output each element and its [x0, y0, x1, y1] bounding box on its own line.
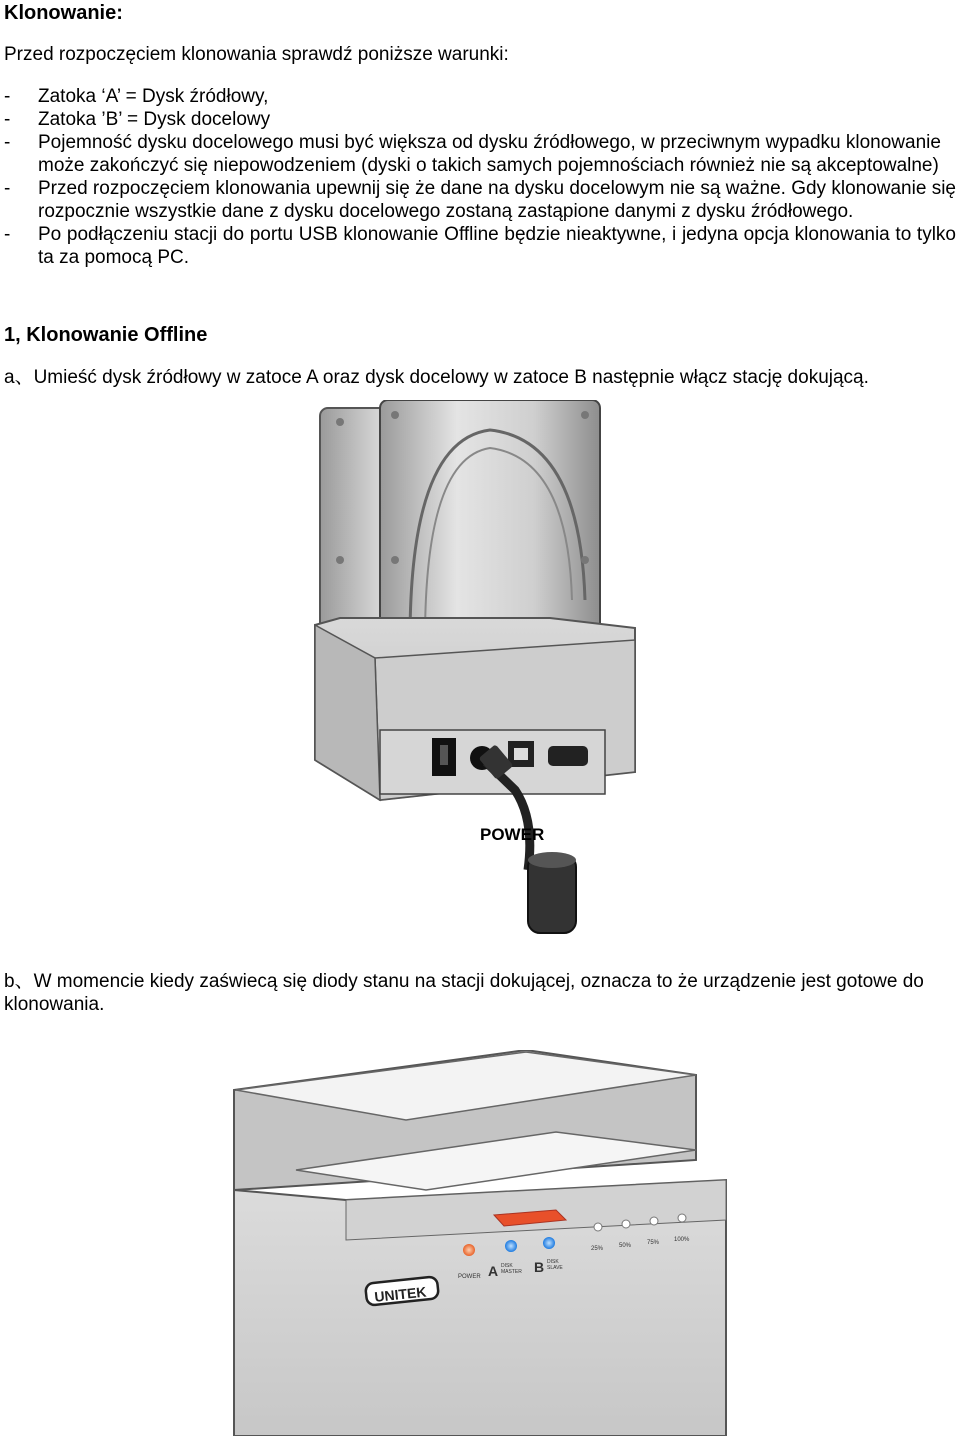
- progress-label: 50%: [619, 1243, 632, 1249]
- disk-a-caption: MASTER: [501, 1269, 522, 1275]
- page-heading: Klonowanie:: [4, 2, 123, 24]
- step-a-text: a、Umieść dysk źródłowy w zatoce A oraz dysk docelowy w zatoce B następnie włącz stację dokującą.: [4, 367, 869, 388]
- progress-label: 75%: [647, 1240, 660, 1246]
- list-item: - Zatoka ’B’ = Dysk docelowy: [4, 109, 271, 130]
- dock-top: [234, 1050, 696, 1190]
- conditions-list: [4, 85, 956, 269]
- progress-led-icon: [622, 1220, 630, 1228]
- list-item: - Zatoka ‘A’ = Dysk źródłowy,: [4, 86, 269, 107]
- disk-b-drive: [380, 400, 600, 645]
- power-adapter: [528, 852, 576, 933]
- power-led-icon: [463, 1244, 475, 1256]
- disk-b-letter: B: [534, 1259, 545, 1275]
- disk-a-led-icon: [505, 1240, 517, 1252]
- intro-text: Przed rozpoczęciem klonowania sprawdź poniższe warunki:: [4, 44, 509, 65]
- progress-label: 100%: [674, 1237, 690, 1243]
- list-marker: -: [4, 109, 11, 130]
- power-led-label: POWER: [458, 1274, 481, 1280]
- power-label: POWER: [480, 825, 545, 844]
- docking-station-front-figure: [226, 1050, 732, 1436]
- list-marker: -: [4, 178, 11, 199]
- docking-station-rear-figure: [300, 400, 650, 940]
- list-marker: -: [4, 86, 11, 107]
- progress-led-icon: [678, 1214, 686, 1222]
- disk-b-caption: DISK: [547, 1259, 559, 1265]
- esata-port: [548, 746, 588, 766]
- disk-a-caption: DISK: [501, 1263, 513, 1269]
- disk-b-caption: SLAVE: [547, 1265, 563, 1271]
- list-marker: -: [4, 132, 11, 153]
- progress-led-icon: [650, 1217, 658, 1225]
- disk-b-led-icon: [543, 1237, 555, 1249]
- dock-body: [315, 618, 635, 800]
- progress-label: 25%: [591, 1246, 604, 1252]
- step-b-text: b、W momencie kiedy zaświecą się diody stanu na stacji dokującej, oznacza to że urządzenie jest gotowe do klonowania.: [4, 971, 924, 1015]
- disk-a-letter: A: [488, 1263, 499, 1279]
- section-title: 1, Klonowanie Offline: [4, 324, 208, 346]
- list-marker: -: [4, 224, 11, 245]
- list-item: - Przed rozpoczęciem klonowania upewnij się że dane na dysku docelowym nie są ważne. Gdy klonowanie się rozpocznie wszystkie dane z dysku docelowego zostaną zastąpione danymi z dysku źródłowego.: [4, 178, 956, 222]
- svg-text:UNITEK: UNITEK: [373, 1283, 428, 1305]
- progress-led-icon: [594, 1223, 602, 1231]
- list-item: - Po podłączeniu stacji do portu USB klonowanie Offline będzie nieaktywne, i jedyna opcja klonowania to tylko ta za pomocą PC.: [4, 224, 956, 268]
- list-item: - Pojemność dysku docelowego musi być większa od dysku źródłowego, w przeciwnym wypadku klonowanie może zakończyć się niepowodzeniem (dyski o takich samych pojemnościach również nie są akceptowalne): [4, 132, 941, 176]
